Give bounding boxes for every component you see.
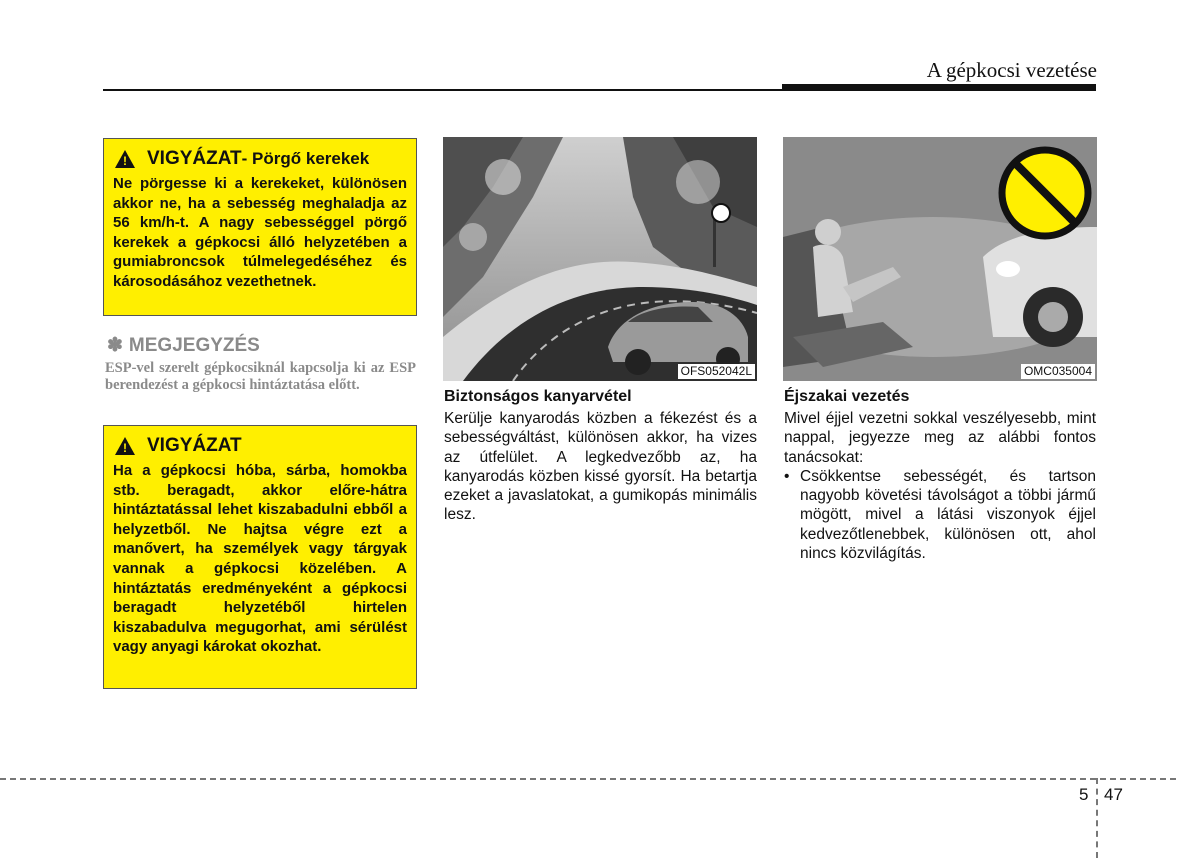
warning-title: VIGYÁZAT (147, 148, 242, 169)
warning-heading (113, 148, 407, 170)
page-number: 47 (1104, 785, 1123, 804)
note-body: ESP-vel szerelt gépkocsiknál kapcsolja ki az ESP berendezést a gépkocsi hintáztatása előtt. (105, 360, 416, 393)
bullet-text: Csökkentse sebességét, és tartson nagyobb követési távolságot a többi jármű mögött, mivel a látási viszonyok éjjel kedvezőtlenebbek, különösen ott, ahol nincs közvilágítás. (800, 467, 1096, 563)
section-body-safe-cornering: Kerülje kanyarodás közben a fékezést és a sebességváltást, különösen akkor, ha vizes az útfelület. A legkedvezőbb az, ha kanyarodás közben kissé gyorsít. Ha betartja ezeket a javaslatokat, a gumikopás minimális lesz. (444, 410, 757, 524)
warning-body: Ne pörgesse ki a kerekeket, különösen akkor ne, ha a sebesség meghaladja az 56 km/h-t. A nagy sebességgel pörgő kerekek a gépkocsi álló helyzetében a gumiabroncsok túlmelegedéséhez és károsodásához vezethetnek. (113, 175, 407, 290)
photo-code-label: OFS052042L (678, 364, 755, 379)
section-title-safe-cornering: Biztonságos kanyarvétel (444, 388, 632, 405)
warning-triangle-icon: ! (115, 150, 135, 168)
note-star-icon: ✽ (107, 335, 123, 356)
bullet-icon: • (784, 467, 790, 485)
warning-box-rocking (103, 425, 417, 689)
photo-code-label: OMC035004 (1021, 364, 1095, 379)
night-driving-intro: Mivel éjjel vezetni sokkal veszélyesebb, mint nappal, jegyezze meg az alábbi fontos tanácsokat: (784, 410, 1096, 466)
header-rule-accent (782, 84, 1096, 91)
warning-box-spinning-wheels (103, 138, 417, 316)
winding-road-illustration (443, 137, 757, 381)
warning-title: VIGYÁZAT (147, 435, 242, 456)
warning-subtitle: - Pörgő kerekek (241, 149, 370, 168)
night-driving-illustration (783, 137, 1097, 381)
warning-body: Ha a gépkocsi hóba, sárba, homokba stb. beragadt, akkor előre-hátra hintáztatással lehet kiszabadulni ebből a helyzetből. Ne hajtsa végre ezt a manővert, ha személyek vagy tárgyak vannak a gépkocsi közelében. A hintáztatás eredményeként a gépkocsi beragadt helyzetéből hirtelen kiszabadulva megugorhat, ami sérülést vagy anyagi károkat okozhat. (113, 462, 407, 656)
footer-dashed-rule (0, 778, 1176, 780)
page-header-title: A gépkocsi vezetése (926, 58, 1097, 82)
note-heading (107, 334, 260, 357)
list-item (784, 467, 1096, 563)
section-title-night-driving: Éjszakai vezetés (784, 388, 910, 405)
section-body-night-driving (784, 409, 1096, 563)
footer-dashed-divider (1096, 778, 1098, 858)
section-number: 5 (1079, 785, 1089, 804)
note-title: MEGJEGYZÉS (128, 335, 260, 356)
photo-night-driving (783, 137, 1097, 381)
warning-heading (113, 435, 407, 457)
warning-triangle-icon: ! (115, 437, 135, 455)
photo-winding-road (443, 137, 757, 381)
